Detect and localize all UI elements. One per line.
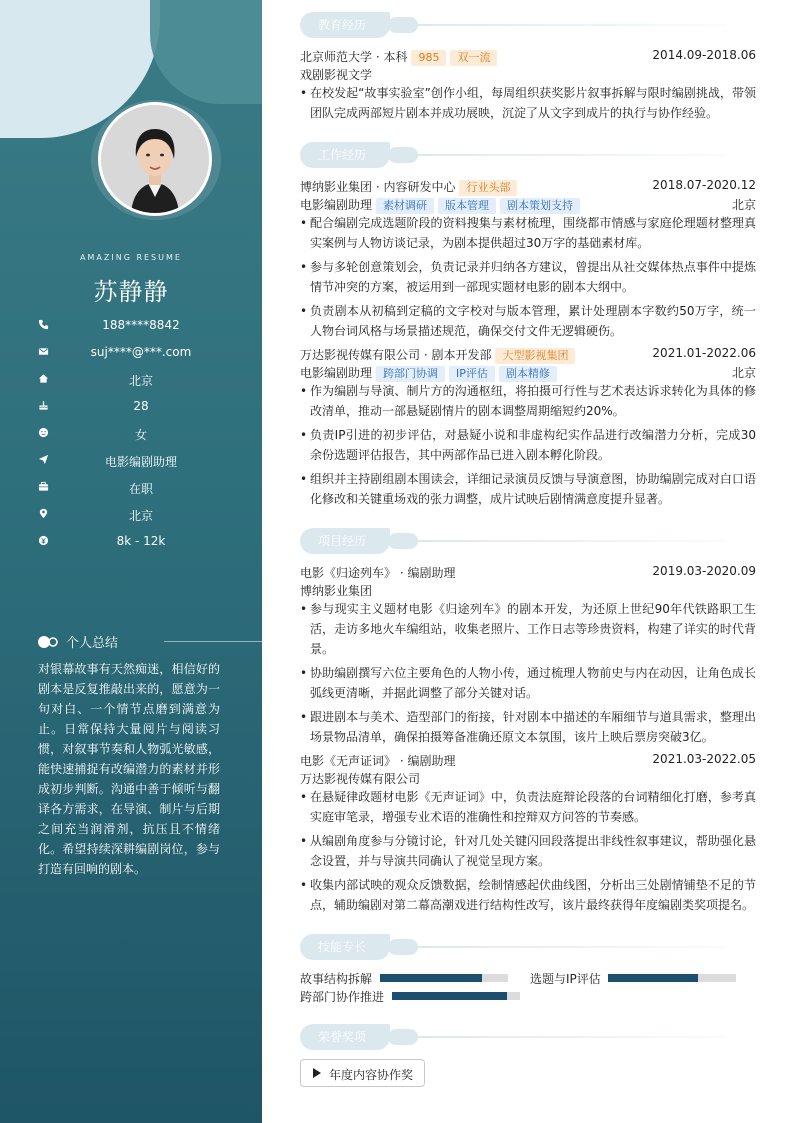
location-icon xyxy=(38,508,49,519)
work-bullet xyxy=(300,381,756,421)
sidebar xyxy=(0,0,262,1123)
project-bullet xyxy=(300,831,756,871)
gender-value: 女 xyxy=(134,428,147,442)
education-header xyxy=(300,48,756,66)
work-city: 北京 xyxy=(731,366,756,380)
work-header xyxy=(300,178,756,196)
school-tag: 双一流 xyxy=(450,50,497,66)
info-target-position xyxy=(0,451,262,478)
role-tag: IP评估 xyxy=(449,366,495,382)
company-tag: 大型影视集团 xyxy=(495,348,575,364)
role-tag: 版本管理 xyxy=(438,198,496,214)
company-name: 万达影视传媒有限公司 · 剧本开发部 xyxy=(300,348,492,362)
role: 电影编剧助理 xyxy=(300,366,373,380)
project-org-row xyxy=(300,582,756,600)
section-rule xyxy=(416,24,726,26)
bullet-dot: • xyxy=(300,216,308,230)
bullet-text: 负责剧本从初稿到定稿的文字校对与版本管理，累计处理剧本字数约50万字，统一人物台词风格与场景描述规范，确保交付文件无逻辑硬伤。 xyxy=(310,304,756,338)
salary-value: 8k - 12k xyxy=(116,534,166,548)
section-header-skills xyxy=(300,934,730,962)
work-bullet xyxy=(300,257,756,297)
section-knob xyxy=(388,533,418,549)
info-email xyxy=(0,343,262,370)
skill-bar-fill xyxy=(392,992,507,1000)
info-phone xyxy=(0,316,262,343)
school-tag: 985 xyxy=(411,50,446,66)
bullet-text: 参与多轮创意策划会，负责记录并归纳各方建议，曾提出从社交媒体热点事件中提炼情节冲突的方案，被运用到一部现实题材电影的剧本大纲中。 xyxy=(310,260,756,294)
project-org-row xyxy=(300,770,756,788)
location-value: 北京 xyxy=(128,509,153,523)
bullet-dot: • xyxy=(300,602,308,616)
project-date: 2019.03-2020.09 xyxy=(652,564,756,578)
education-major-row xyxy=(300,66,756,84)
major: 戏剧影视文学 xyxy=(300,68,373,82)
bullet-text: 协助编剧撰写六位主要角色的人物小传，通过梳理人物前史与内在动因，让角色成长弧线更清晰，并据此调整了部分关键对话。 xyxy=(310,666,756,700)
project-org: 万达影视传媒有限公司 xyxy=(300,772,421,786)
face-icon xyxy=(38,427,49,438)
project-bullet xyxy=(300,707,756,747)
company-tag: 行业头部 xyxy=(459,180,517,196)
section-title: 荣誉奖项 xyxy=(300,1024,390,1050)
role-tag: 素材调研 xyxy=(376,198,434,214)
education-date: 2014.09-2018.06 xyxy=(652,48,756,62)
bullet-text: 负责IP引进的初步评估，对悬疑小说和非虚构纪实作品进行改编潜力分析，完成30余份选题评估报告，其中两部作品已进入剧本孵化阶段。 xyxy=(310,428,756,462)
work-role-row xyxy=(300,196,756,214)
info-salary xyxy=(0,532,262,559)
work-date: 2021.01-2022.06 xyxy=(652,346,756,360)
role: 电影编剧助理 xyxy=(300,198,373,212)
section-header-education xyxy=(300,12,730,40)
section-rule xyxy=(416,1036,726,1038)
skill-bar xyxy=(380,974,508,982)
target-position-value: 电影编剧助理 xyxy=(104,455,177,469)
company-name: 博纳影业集团 · 内容研发中心 xyxy=(300,180,456,194)
section-rule xyxy=(416,154,726,156)
section-header-projects xyxy=(300,528,730,556)
work-bullet xyxy=(300,425,756,465)
avatar-portrait-icon xyxy=(101,105,209,213)
section-rule xyxy=(416,946,726,948)
bullet-text: 在校发起“故事实验室”创作小组，每周组织获奖影片叙事拆解与限时编剧挑战，带领团队完成两部短片剧本并成功展映，沉淀了从文字到成片的执行与协作经验。 xyxy=(310,86,756,120)
work-date: 2018.07-2020.12 xyxy=(652,178,756,192)
skill-bar xyxy=(392,992,520,1000)
section-header-awards xyxy=(300,1024,730,1052)
email-value: suj****@***.com xyxy=(90,345,192,359)
work-bullet xyxy=(300,213,756,253)
skill-label: 选题与IP评估 xyxy=(530,972,601,986)
project-title: 电影《归途列车》 · 编剧助理 xyxy=(300,566,456,580)
bullet-dot: • xyxy=(300,710,308,724)
project-date: 2021.03-2022.05 xyxy=(652,752,756,766)
tagline: AMAZING RESUME xyxy=(80,253,182,262)
bullet-text: 组织并主持剧组剧本围读会，详细记录演员反馈与导演意图，协助编剧完成对白口语化修改和关键重场戏的张力调整，成片试映后剧情满意度提升显著。 xyxy=(310,472,756,506)
decorative-shape xyxy=(150,0,262,104)
info-status xyxy=(0,478,262,505)
section-knob xyxy=(388,939,418,955)
cake-icon xyxy=(38,400,49,411)
candidate-name: 苏静静 xyxy=(93,278,169,306)
summary-text: 对银幕故事有天然痴迷，相信好的剧本是反复推敲出来的，愿意为一句对白、一个情节点磨到满意为止。日常保持大量阅片与阅读习惯，对叙事节奏和人物弧光敏感，能快速捕捉有改编潜力的素材并形成初步判断。沟通中善于倾听与翻译各方需求，在导演、制片与后期之间充当润滑剂，抗压且不情绪化。希望持续深耕编剧岗位，参与打造有回响的剧本。 xyxy=(38,662,220,876)
work-header xyxy=(300,346,756,364)
money-icon xyxy=(38,535,49,546)
role-tag: 跨部门协调 xyxy=(376,366,445,382)
section-title: 技能专长 xyxy=(300,934,390,960)
section-knob xyxy=(388,147,418,163)
bullet-text: 在悬疑律政题材电影《无声证词》中，负责法庭辩论段落的台词精细化打磨，参考真实庭审笔录，增强专业术语的准确性和控辩双方问答的节奏感。 xyxy=(310,790,756,824)
avatar xyxy=(98,102,212,216)
play-triangle-icon xyxy=(313,1068,321,1078)
project-bullet xyxy=(300,663,756,703)
bullet-dot: • xyxy=(300,86,308,100)
bullet-text: 从编剧角度参与分镜讨论，针对几处关键闪回段落提出非线性叙事建议，帮助强化悬念设置，并与导演共同确认了视觉呈现方案。 xyxy=(310,834,756,868)
bullet-dot: • xyxy=(300,472,308,486)
age-value: 28 xyxy=(133,399,149,413)
phone-icon xyxy=(38,319,49,330)
project-header xyxy=(300,564,756,582)
bullet-dot: • xyxy=(300,260,308,274)
bullet-text: 参与现实主义题材电影《归途列车》的剧本开发，为还原上世纪90年代铁路职工生活，走访多地火车编组站，收集老照片、工作日志等珍贵资料，构建了详实的时代背景。 xyxy=(310,602,756,656)
project-bullet xyxy=(300,875,756,915)
skill-label: 故事结构拆解 xyxy=(300,972,373,986)
skill-bar-fill xyxy=(380,974,482,982)
mail-icon xyxy=(38,346,49,357)
skill-bar xyxy=(608,974,736,982)
bullet-dot: • xyxy=(300,834,308,848)
info-age xyxy=(0,397,262,424)
project-header xyxy=(300,752,756,770)
info-gender xyxy=(0,424,262,451)
summary-header xyxy=(38,632,228,652)
role-tag: 剧本精修 xyxy=(499,366,557,382)
school-name: 北京师范大学 · 本科 xyxy=(300,50,408,64)
work-city: 北京 xyxy=(731,198,756,212)
send-icon xyxy=(38,454,49,465)
skill-bar-fill xyxy=(608,974,698,982)
section-header-work xyxy=(300,142,730,170)
section-title: 教育经历 xyxy=(300,12,390,38)
section-knob xyxy=(388,1029,418,1045)
bullet-dot: • xyxy=(300,878,308,892)
section-title: 工作经历 xyxy=(300,142,390,168)
phone-value: 188****8842 xyxy=(102,318,180,332)
project-title: 电影《无声证词》 · 编剧助理 xyxy=(300,754,456,768)
summary-title: 个人总结 xyxy=(66,636,119,651)
bullet-dot: • xyxy=(300,384,308,398)
toggle-dots-icon xyxy=(38,635,60,649)
info-location xyxy=(0,505,262,532)
hometown-value: 北京 xyxy=(128,374,153,388)
info-hometown xyxy=(0,370,262,397)
project-bullet xyxy=(300,787,756,827)
summary-divider xyxy=(164,641,262,642)
bullet-text: 作为编剧与导演、制片方的沟通枢纽，将拍摄可行性与艺术表达诉求转化为具体的修改清单，推动一部悬疑剧情片的剧本调整周期缩短约20%。 xyxy=(310,384,756,418)
bullet-dot: • xyxy=(300,790,308,804)
project-bullet xyxy=(300,599,756,659)
award-label: 年度内容协作奖 xyxy=(329,1068,414,1082)
bullet-text: 跟进剧本与美术、造型部门的衔接，针对剧本中描述的车厢细节与道具需求，整理出场景物品清单，确保拍摄筹备准确还原文本氛围，该片上映后票房突破3亿。 xyxy=(310,710,756,744)
home-icon xyxy=(38,373,49,384)
bullet-text: 配合编剧完成选题阶段的资料搜集与素材梳理，围绕都市情感与家庭伦理题材整理真实案例与人物访谈记录，为剧本提供超过30万字的基础素材库。 xyxy=(310,216,756,250)
project-org: 博纳影业集团 xyxy=(300,584,373,598)
status-value: 在职 xyxy=(128,482,153,496)
work-role-row xyxy=(300,364,756,382)
work-bullet xyxy=(300,301,756,341)
bullet-text: 收集内部试映的观众反馈数据，绘制情感起伏曲线图，分析出三处剧情铺垫不足的节点，辅助编剧对第二幕高潮戏进行结构性改写，该片最终获得年度编剧类奖项提名。 xyxy=(310,878,756,912)
section-rule xyxy=(416,540,726,542)
bullet-dot: • xyxy=(300,428,308,442)
section-knob xyxy=(388,17,418,33)
role-tag: 剧本策划支持 xyxy=(500,198,580,214)
skill-label: 跨部门协作推进 xyxy=(300,990,385,1004)
briefcase-icon xyxy=(38,481,49,492)
education-bullet xyxy=(300,83,756,123)
contact-info-list xyxy=(0,316,262,559)
work-bullet xyxy=(300,469,756,509)
award-item xyxy=(300,1059,425,1087)
bullet-dot: • xyxy=(300,666,308,680)
bullet-dot: • xyxy=(300,304,308,318)
section-title: 项目经历 xyxy=(300,528,390,554)
